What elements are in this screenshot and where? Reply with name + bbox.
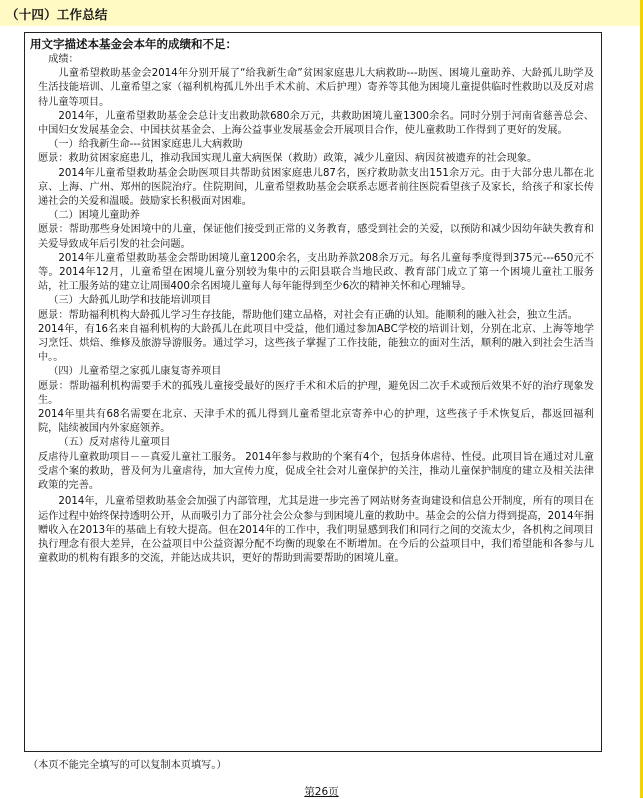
page-number: [0, 784, 643, 799]
summary-prompt: 用文字描述本基金会本年的成绩和不足：: [30, 37, 237, 51]
paragraph: 2014年，有16名来自福利机构的大龄孤儿在此项目中受益，他们通过参加ABC学校的培训计划，分别在北京、上海等地学习烹饪、烘焙、维修及旅游导游服务。通过学习，这些孩子掌握了工作技能，能独立的面对生活，顺利的融入到社会生活当中。。: [38, 323, 594, 364]
paragraph: 2014年，儿童希望救助基金会加强了内部管理，尤其是进一步完善了网站财务查询建设和信息公开制度，所有的项目在运作过程中始终保持透明公开，从而吸引力了部分社会公众参与到困境儿童的救助中。基金会的公信力得到提高，2014年捐赠收入在2013年的基础上有较大提高。但在2014年的工作中，我们明显感到我们和同行之间的交流太少，各机构之间项目执行理念有很大差异，在公益项目中公益资源分配不均衡的现象在不断增加。在今后的公益项目中，我们希望能和各参与儿童救助的机构有跟多的交流，并能达成共识，更好的帮助到需要帮助的困境儿童。: [38, 496, 594, 565]
paragraph: 愿景：救助贫困家庭患儿，推动我国实现儿童大病医保（救助）政策，减少儿童因、病因贫被遗弃的社会现象。: [38, 153, 538, 165]
paragraph: （一）给我新生命---贫困家庭患儿大病救助: [48, 139, 243, 151]
paragraph: 2014年，儿童希望救助基金会总计支出救助款680余万元，共救助困境儿童1300余名。同时分别于河南省慈善总会、中国妇女发展基金会、中国扶贫基金会、上海公益事业发展基金会开展项目合作，使儿童救助工作得到了更好的发展。: [38, 110, 594, 137]
summary-body: [38, 53, 594, 566]
page-number-text: 第26页: [304, 786, 339, 798]
paragraph: 成绩：: [48, 54, 79, 65]
paragraph: （三）大龄孤儿助学和技能培训项目: [48, 295, 212, 307]
footnote: （本页不能完全填写的可以复制本页填写。）: [28, 760, 227, 771]
paragraph: 愿景：帮助那些身处困境中的儿童，保证他们接受到正常的义务教育，感受到社会的关爱，以预防和减少因幼年缺失教育和关爱导致成年后引发的社会问题。: [38, 224, 594, 250]
paragraph: 2014年儿童希望救助基金会帮助困境儿童1200余名，支出助养款208余万元。每名儿童每季度得到375元---650元不等。2014年12月，儿童希望在困境儿童分别较为集中的云阳县联合当地民政、教育部门成立了第一个困境儿童社工服务站，社工服务站的建立让周围400余名困境儿童每人每年能得到至少6次的精神关怀和心理辅导。: [38, 252, 594, 293]
paragraph: 2014年里共有68名需要在北京、天津手术的孤儿得到儿童希望北京寄养中心的护理，这些孩子手术恢复后，都返回福利院，陆续被国内外家庭领养。: [38, 409, 594, 435]
paragraph: （二）困境儿童助养: [48, 210, 140, 222]
paragraph: 愿景：帮助福利机构需要手术的孤残儿童接受最好的医疗手术和术后的护理，避免因二次手术或预后效果不好的治疗现象发生。: [38, 380, 594, 406]
paragraph: （五）反对虐待儿童项目: [58, 437, 171, 449]
paragraph: （四）儿童希望之家孤儿康复寄养项目: [48, 366, 222, 378]
paragraph: 2014年儿童希望救助基金会助医项目共帮助贫困家庭患儿87名，医疗救助款支出151余万元。由于大部分患儿都在北京、上海、广州、郑州的医院治疗。住院期间，儿童希望救助基金会联系志愿者前往医院看望孩子及家长，给孩子和家长传递社会的关爱和温暖。鼓励家长积极面对困难。: [38, 167, 594, 208]
paragraph: 愿景：帮助福利机构大龄孤儿学习生存技能，帮助他们建立品格，对社会有正确的认知。能顺利的融入社会，独立生活。: [38, 309, 578, 321]
paragraph: 反虐待儿童救助项目－－真爱儿童社工服务。 2014年参与救助的个案有4个，包括身体虐待、性侵。此项目旨在通过对儿童受虐个案的救助，普及何为儿童虐待，加大宣传力度，促成全社会对儿童保护的关注，推动儿童保护制度的建立及相关法律政策的完善。: [38, 451, 594, 492]
paragraph: 儿童希望救助基金会2014年分别开展了“给我新生命”贫困家庭患儿大病救助---助医、困境儿童助养、大龄孤儿助学及生活技能培训、儿童希望之家（福利机构孤儿外出手术术前、术后护理）寄养等其他为困境儿童提供临时性救助以及反对虐待儿童等项目。: [38, 68, 594, 108]
summary-box: [24, 32, 602, 752]
section-title: （十四）工作总结: [6, 7, 108, 22]
section-header-bar: [0, 0, 643, 26]
